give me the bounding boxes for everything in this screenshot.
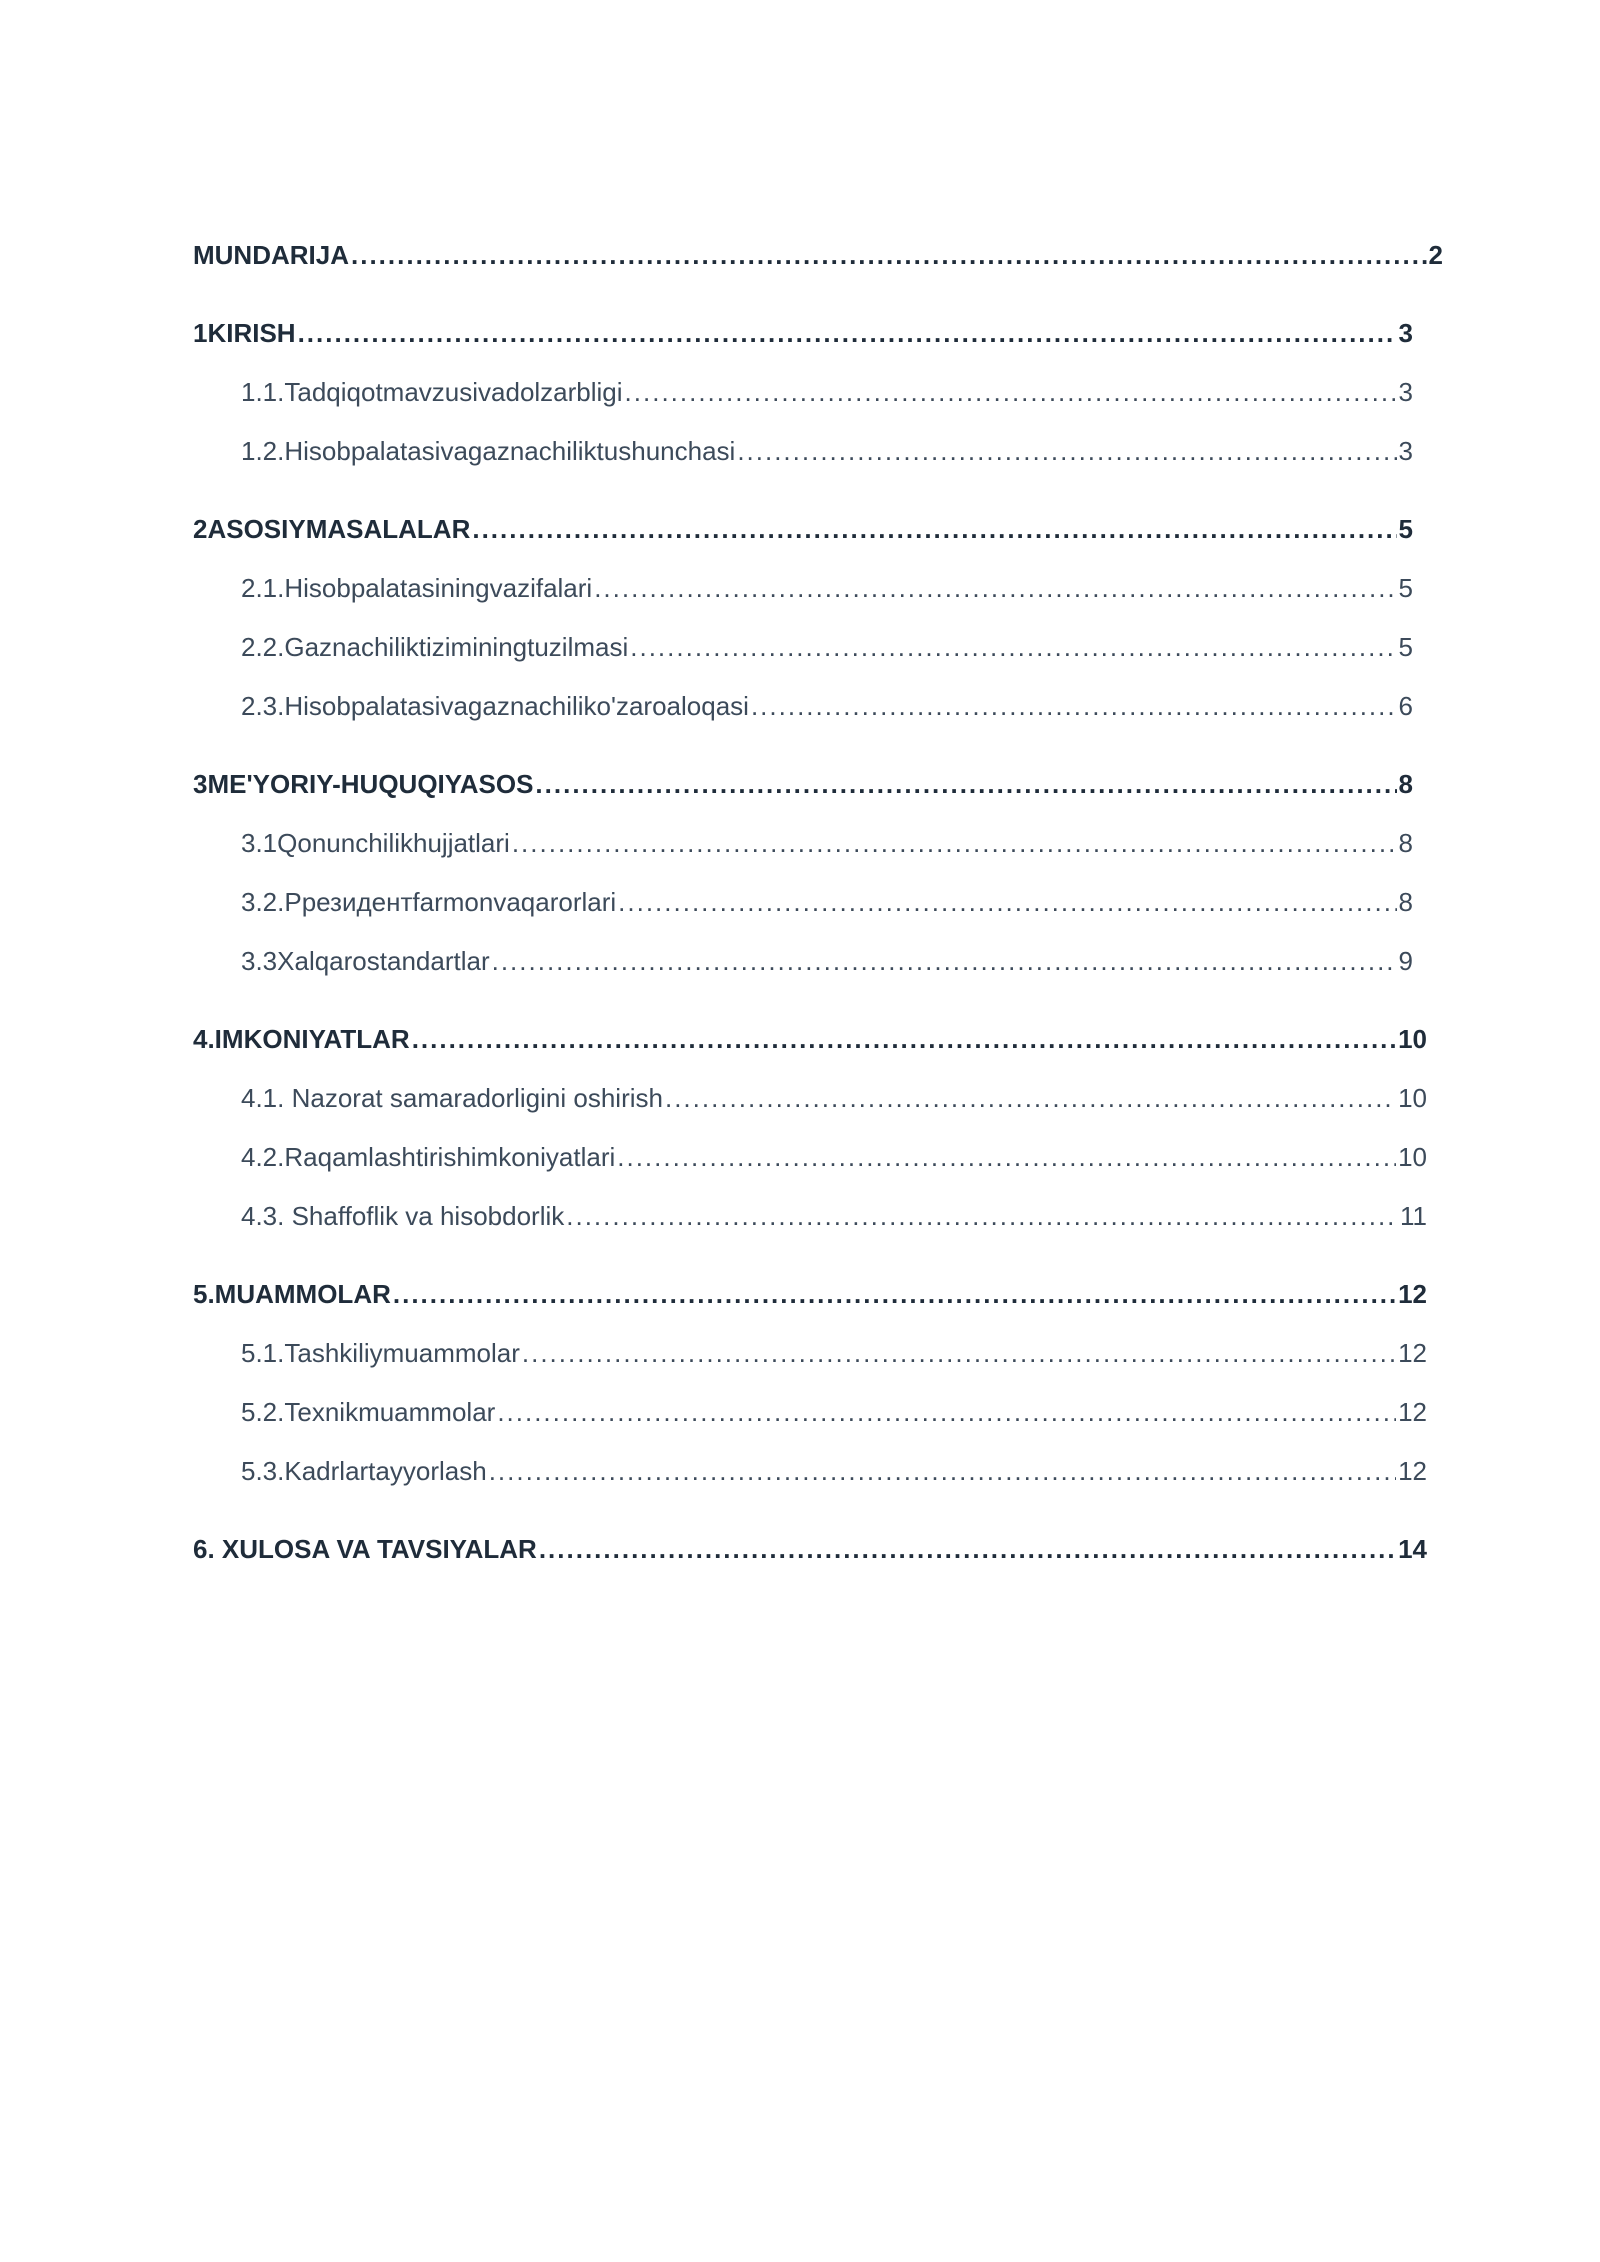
toc-subsection-row[interactable] — [241, 1083, 1427, 1123]
page-number: 5 — [1398, 514, 1413, 544]
page-number: 12 — [1398, 1456, 1427, 1486]
subsection-label: 2.3.Hisobpalatasivagaznachiliko'zaroaloqasi — [241, 691, 749, 721]
dot-leader — [393, 1279, 1396, 1310]
subsection-label: 5.1.Tashkiliymuammolar — [241, 1338, 520, 1368]
toc-chapter-section — [193, 1024, 1427, 1241]
page-number: 12 — [1398, 1279, 1427, 1309]
toc-chapter-row[interactable] — [193, 769, 1413, 809]
toc-subsection-row[interactable] — [241, 946, 1413, 986]
subsection-label: 3.1Qonunchilikhujjatlari — [241, 828, 510, 858]
page-number: 3 — [1398, 318, 1413, 348]
subsection-label: 4.1. Nazorat samaradorligini oshirish — [241, 1083, 663, 1113]
subsection-label: 1.1.Tadqiqotmavzusivadolzarbligi — [241, 377, 623, 407]
toc-subsection-row[interactable] — [241, 436, 1413, 476]
toc-title-row[interactable] — [193, 240, 1443, 280]
subsection-label: 3.2.Pрезидентfarmonvaqarorlari — [241, 887, 617, 917]
page-number: 5 — [1398, 632, 1413, 662]
toc-chapter-section — [193, 514, 1413, 731]
toc-subsection-row[interactable] — [241, 828, 1413, 868]
chapter-label: 1KIRISH — [193, 318, 296, 348]
page-number: 8 — [1398, 828, 1413, 858]
page-number: 11 — [1400, 1201, 1427, 1231]
toc-chapter-row[interactable] — [193, 1024, 1427, 1064]
page-number: 10 — [1398, 1024, 1427, 1054]
toc-subsection-row[interactable] — [241, 1338, 1427, 1378]
dot-leader — [618, 887, 1396, 918]
toc-subsection-row[interactable] — [241, 632, 1413, 672]
dot-leader — [625, 377, 1397, 408]
toc-chapter-section — [193, 1534, 1427, 1574]
dot-leader — [492, 946, 1397, 977]
subsection-label: 1.2.Hisobpalatasivagaznachiliktushunchasi — [241, 436, 736, 466]
toc-subsection-row[interactable] — [241, 887, 1413, 927]
subsection-label: 5.3.Kadrlartayyorlash — [241, 1456, 487, 1486]
subsection-label: 5.2.Texnikmuammolar — [241, 1397, 496, 1427]
toc-subsection-row[interactable] — [241, 1397, 1427, 1437]
toc-chapter-section — [193, 769, 1413, 986]
page-number: 8 — [1398, 887, 1413, 917]
subsection-label: 3.3Xalqarostandartlar — [241, 946, 490, 976]
page-number: 12 — [1398, 1338, 1427, 1368]
dot-leader — [489, 1456, 1396, 1487]
chapter-label: 4.IMKONIYATLAR — [193, 1024, 410, 1054]
toc-chapter-row[interactable] — [193, 514, 1413, 554]
toc-title: MUNDARIJA — [193, 240, 349, 270]
toc-subsection-row[interactable] — [241, 377, 1413, 417]
dot-leader — [737, 436, 1396, 467]
subsection-label: 2.1.Hisobpalatasiningvazifalari — [241, 573, 593, 603]
page-number: 2 — [1428, 240, 1443, 270]
dot-leader — [665, 1083, 1396, 1114]
chapter-label: 5.MUAMMOLAR — [193, 1279, 391, 1309]
dot-leader — [617, 1142, 1396, 1173]
toc-chapter-row[interactable] — [193, 318, 1413, 358]
toc-chapter-row[interactable] — [193, 1534, 1427, 1574]
toc-subsection-row[interactable] — [241, 1201, 1427, 1241]
toc-chapter-row[interactable] — [193, 1279, 1427, 1319]
dot-leader — [594, 573, 1396, 604]
dot-leader — [351, 240, 1427, 271]
chapter-label: 6. XULOSA VA TAVSIYALAR — [193, 1534, 537, 1564]
chapter-label: 3ME'YORIY-HUQUQIYASOS — [193, 769, 534, 799]
toc-subsection-row[interactable] — [241, 1142, 1427, 1182]
page-number: 10 — [1398, 1142, 1427, 1172]
page-number: 9 — [1398, 946, 1413, 976]
toc-chapter-section — [193, 318, 1413, 476]
subsection-label: 4.3. Shaffoflik va hisobdorlik — [241, 1201, 565, 1231]
dot-leader — [472, 514, 1396, 545]
dot-leader — [535, 769, 1396, 800]
dot-leader — [751, 691, 1397, 722]
page-number: 10 — [1398, 1083, 1427, 1113]
dot-leader — [539, 1534, 1396, 1565]
subsection-label: 2.2.Gaznachiliktiziminingtuzilmasi — [241, 632, 629, 662]
chapter-label: 2ASOSIYMASALALAR — [193, 514, 471, 544]
dot-leader — [412, 1024, 1396, 1055]
page-number: 12 — [1398, 1397, 1427, 1427]
table-of-contents — [193, 240, 1443, 1574]
toc-subsection-row[interactable] — [241, 1456, 1427, 1496]
page-number: 8 — [1398, 769, 1413, 799]
toc-subsection-row[interactable] — [241, 691, 1413, 731]
toc-subsection-row[interactable] — [241, 573, 1413, 613]
dot-leader — [522, 1338, 1396, 1369]
dot-leader — [512, 828, 1397, 859]
subsection-label: 4.2.Raqamlashtirishimkoniyatlari — [241, 1142, 616, 1172]
page-number: 5 — [1398, 573, 1413, 603]
page-number: 3 — [1398, 377, 1413, 407]
page-number: 14 — [1398, 1534, 1427, 1564]
dot-leader — [566, 1201, 1398, 1232]
dot-leader — [497, 1397, 1396, 1428]
dot-leader — [298, 318, 1397, 349]
page-number: 3 — [1398, 436, 1413, 466]
dot-leader — [630, 632, 1396, 663]
page-number: 6 — [1398, 691, 1413, 721]
toc-chapter-section — [193, 1279, 1427, 1496]
